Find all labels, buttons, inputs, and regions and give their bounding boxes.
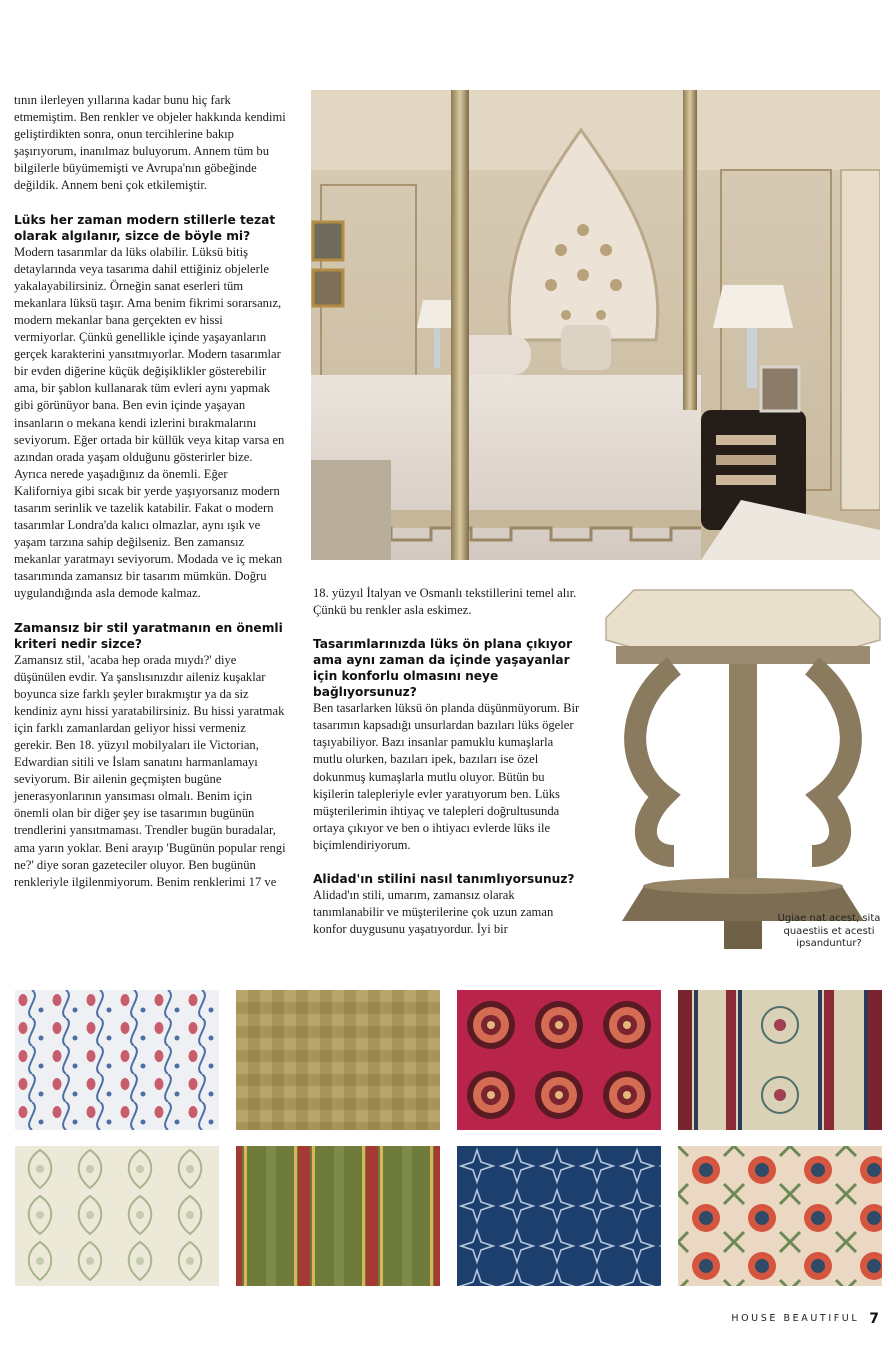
paragraph-textiles: 18. yüzyıl İtalyan ve Osmanlı tekstillerini temel alır. Çünkü bu renkler asla eskimez.: [313, 586, 577, 618]
page-number: 7: [869, 1310, 879, 1327]
fabric-swatch-olive-check: [236, 990, 440, 1130]
answer-luxury-modern: Modern tasarımlar da lüks olabilir. Lüksü bitiş detaylarında veya tasarıma dahil ettiğiniz objelerle yakalayabilirsiniz. Örneğin sanat eserleri tüm mekanlara lüksü taşır. Ama benim fikrimi sorarsanız, modern mekanlar bana gerçekten ev hissi vermiyorlar. Çünkü genellikle içinde yaşayanların gerçek karakterini yansıtmıyorlar. Modern tasarımlar bir evden diğerine küçük değişiklikler gösterebilir ama, bir şablon kullanarak tüm evleri aynı yapmak gibi görünüyor bana. Ben evin içinde yaşayan insanların o mekana kendi izlerini bırakmalarını seviyorum. Eğer ortada bir küllük veya kitap varsa en azından orada yaşam olduğunu gösterirler bize. Ayrıca nerede yaşadığınız da önemli. Eğer Kaliforniya gibi sıcak bir yerde yaşıyorsanız modern tasarım serinlik ve tazelik katabilir. Fakat o modern tasarımlar Londra'da kalıcı olmazlar, aynı ışık ve yaşam tarzına sahip değilseniz. Ben zamansız mekanlar yaratmayı seviyorum. Modada ve iç mekan tasarımında zamansız bir tasarım mümkün. Doğru uygulandığında asla demode kalmaz.: [14, 244, 285, 601]
fabric-swatch-floral-medallion: [678, 1146, 882, 1286]
answer-timeless: Zamansız stil, 'acaba hep orada mıydı?' diye düşünülen evdir. Ya şanslısınızdır aileniz kuşaklar boyunca size farklı şeyler bırakmıştır ya da siz kendiniz aynı hissi yaratabilirsiniz. Bu hissi yaratmak için farklı zamanlardan geliyor hissi vermeniz gerekir. Ben 18. yüzyıl mobilyaları ile Victorian, Edwardian sitili ve İslam sanatını harmanlamayı seviyorum. Bir ailenin geçmişten bugüne jenerasyonlarının yansıması olmalı. Benim için önemli olan bir diğer şey ise tasarımın bugünün trendlerini yansıtmaması. Trendler bugün buradalar, ama yarın yoklar. Beni arayıp 'Bugünün popular rengi ne?' diye soran gazeteciler oluyor. Ben bugünün renkleriyle ilgilenmiyorum. Benim renklerimi 17 ve: [14, 652, 286, 889]
question-heading-style: Alidad'ın stilini nasıl tanımlıyorsunuz?: [313, 872, 575, 887]
fabric-swatch-sage-damask: [15, 1146, 219, 1286]
octagonal-side-table: [604, 586, 882, 952]
magazine-name: HOUSE BEAUTIFUL: [731, 1313, 860, 1324]
fabric-swatch-ottoman-stripe: [678, 990, 882, 1130]
fabric-swatch-crimson-rosette: [457, 990, 661, 1130]
page-footer: [731, 1308, 879, 1327]
article-column-right: [313, 585, 583, 938]
question-heading-luxury-modern: Lüks her zaman modern stillerle tezat olarak algılanır, sizce de böyle mi?: [14, 212, 276, 243]
question-heading-timeless: Zamansız bir stil yaratmanın en önemli kriteri nedir sizce?: [14, 620, 283, 651]
table-caption: Ugiae nat acest, sita quaestiis et acesti ipsanduntur?: [777, 913, 881, 949]
question-heading-comfort: Tasarımlarınızda lüks ön plana çıkıyor ama aynı zaman da içinde yaşayanlar için konforlu olmasını neye bağlıyorsunuz?: [313, 637, 573, 700]
fabric-swatch-navy-star: [457, 1146, 661, 1286]
answer-style: Alidad'ın stili, umarım, zamansız olarak tanımlanabilir ve müşterilerine çok uzun zaman konfor duygusunu yaşatıyordur. İyi bir: [313, 888, 554, 937]
answer-comfort: Ben tasarlarken lüksü ön planda düşünmüyorum. Bir tasarımın kapsadığı unsurlardan bazıları lüks ögeler taşıyabiliyor. Bazı insanlar pamuklu kumaşlarla mutlu olurken, bazıları ipek, bazıları ise özel dokunmuş kumaşlarla mutlu oluyor. Bütün bu kişilerin talepleriyle evler yaratıyorum ben. Lüks müşterilerimin ihtiyaç ve talepleri doğrultusunda ortaya çıkıyor ve ben o ihtiyacı evlerde lüks ile biçimlendiriyorum.: [313, 701, 580, 852]
fabric-swatch-floral-vine: [15, 990, 219, 1130]
fabric-swatch-green-stripe: [236, 1146, 440, 1286]
bedroom-photo: [311, 90, 880, 560]
article-column-left: [14, 92, 286, 891]
paragraph-intro: tının ilerleyen yıllarına kadar bunu hiç fark etmemiştim. Ben renkler ve objeler hakkında kendimi geliştirdikten sonra, onun tercihlerine bakıp şaşırıyorum, inanılmaz buluyorum. Annem tüm bu bilgilerle büyümemişti ve Avrupa'nın göbeğinde değildik. Annem beni çok etkilemiştir.: [14, 93, 286, 193]
